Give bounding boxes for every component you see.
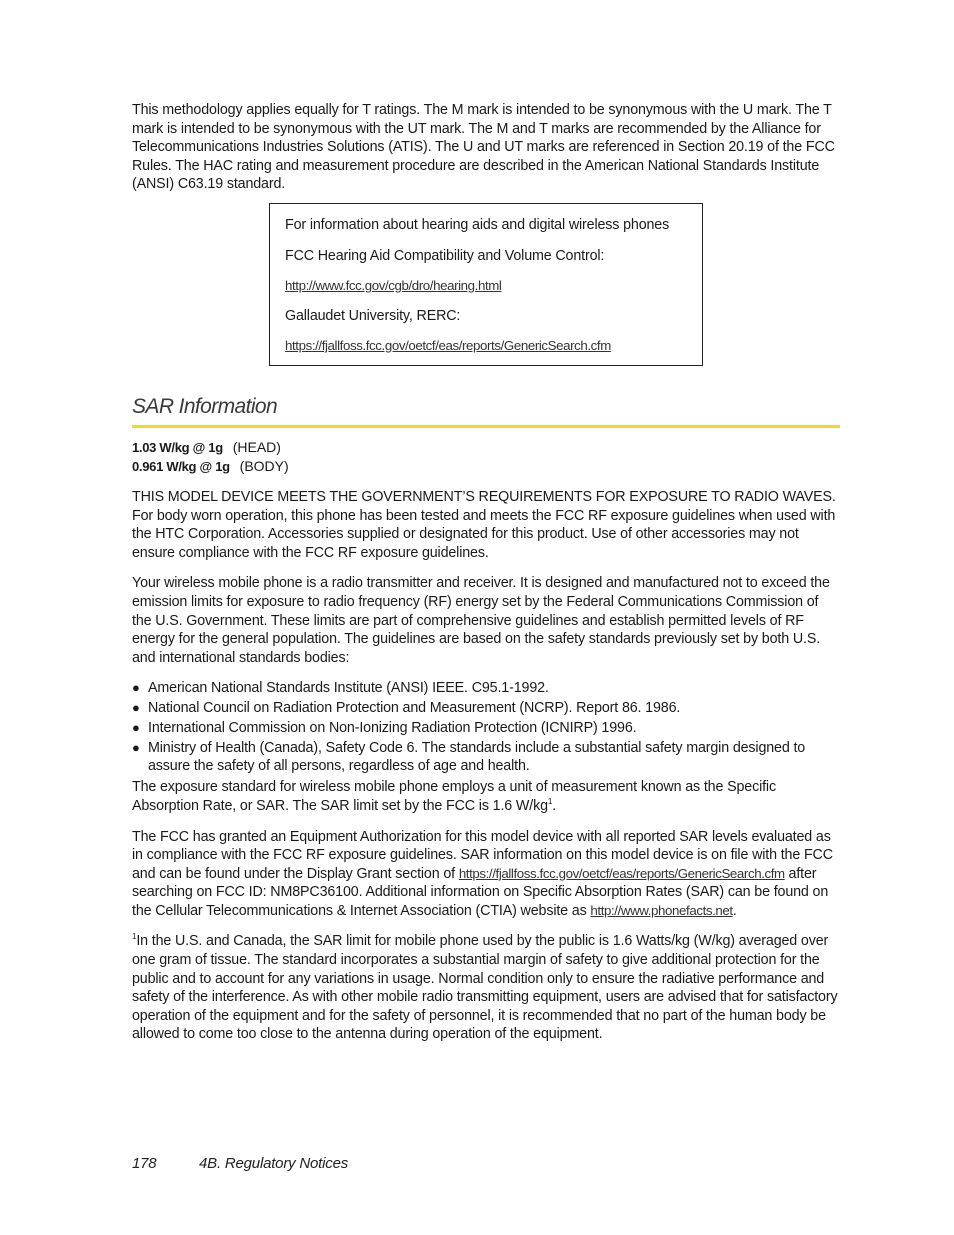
footnote-marker: 1 [132, 932, 137, 942]
list-item: ● National Council on Radiation Protection and Measurement (NCRP). Report 86. 1986. [132, 700, 681, 717]
equipment-authorization-paragraph: The FCC has granted an Equipment Authorization for this model device with all reported SAR levels evaluated as in compliance with the FCC RF exposure guidelines. SAR information on this model device is on file with the FCC and can be found under the Display Grant section of https://fjallfoss.fcc.gov/oetcf/eas/reports/GenericSearch.cfm after searching on FCC ID: NM8PC36100. Additional information on Specific Absorption Rates (SAR) can be found on the Cellular Telecommunications & Internet Association (CTIA) website as http://www.phonefacts.net. [132, 828, 833, 919]
page-content [132, 101, 840, 1044]
intro-paragraph: This methodology applies equally for T ratings. The M mark is intended to be synonymous with the U mark. The T mark is intended to be synonymous with the UT mark. The M and T marks are recommended by the Alliance for Telecommunications Industries Solutions (ATIS). The U and UT marks are referenced in Section 20.19 of the FCC Rules. The HAC rating and measurement procedure are described in the American National Standards Institute (ANSI) C63.19 standard. [132, 102, 835, 193]
section-rule [132, 425, 840, 428]
standards-list [132, 679, 840, 775]
transmitter-paragraph: Your wireless mobile phone is a radio transmitter and receiver. It is designed and manufactured not to exceed the emission limits for exposure to radio frequency (RF) energy set by the Federal Communications Commission of the U.S. Government. These limits are part of comprehensive guidelines and establish permitted levels of RF energy for the general population. The guidelines are based on the safety standards previously set by both U.S. and international standards bodies: [132, 575, 830, 666]
sar-body-value: 0.961 W/kg @ 1g [132, 458, 230, 474]
fcc-hearing-link[interactable]: http://www.fcc.gov/cgb/dro/hearing.html [285, 277, 502, 293]
fcc-hac-label: FCC Hearing Aid Compatibility and Volume Control: [285, 247, 605, 264]
bullet-icon: ● [132, 700, 140, 716]
sar-values [132, 438, 840, 476]
footnote-ref: 1 [547, 797, 553, 807]
phonefacts-link[interactable]: http://www.phonefacts.net [590, 902, 733, 918]
page-footer [132, 1155, 348, 1172]
section-title: SAR Information [132, 394, 278, 418]
list-item: ● American National Standards Institute (ANSI) IEEE. C95.1-1992. [132, 680, 549, 697]
list-item: ● Ministry of Health (Canada), Safety Code 6. The standards include a substantial safety margin designed to assure the safety of all persons, regardless of age and health. [132, 740, 806, 775]
list-item: ● International Commission on Non-Ionizing Radiation Protection (ICNIRP) 1996. [132, 720, 637, 737]
exposure-standard-paragraph: The exposure standard for wireless mobile phone employs a unit of measurement known as the Specific Absorption Rate, or SAR. The SAR limit set by the FCC is 1.6 $W/kg^1$. [132, 779, 776, 814]
sar-head-value: 1.03 W/kg @ 1g [132, 439, 223, 455]
footnote-paragraph: $^1$In the U.S. and Canada, the SAR limit for mobile phone used by the public is 1.6 Watts/kg (W/kg) averaged over one gram of tissue. The standard incorporates a substantial margin of safety to give additional protection for the public and to account for any variations in usage. Normal condition only to ensure the radiative performance and safety of the interference. As with other mobile radio transmitting equipment, users are advised that for satisfactory operation of the equipment and for the safety of personnel, it is recommended that no part of the human body be allowed to come too close to the antenna during operation of the equipment. [132, 932, 838, 1043]
sar-head-label: (HEAD) [232, 438, 281, 455]
hearing-aid-info-box [269, 203, 703, 366]
fcc-search-link[interactable]: https://fjallfoss.fcc.gov/oetcf/eas/reports/GenericSearch.cfm [458, 865, 785, 881]
bullet-icon: ● [132, 740, 140, 756]
compliance-paragraph: THIS MODEL DEVICE MEETS THE GOVERNMENT’S REQUIREMENTS FOR EXPOSURE TO RADIO WAVES. For body worn operation, this phone has been tested and meets the FCC RF exposure guidelines when used with the HTC Corporation. Accessories supplied or designated for this product. Use of other accessories may not ensure compliance with the FCC RF exposure guidelines. [132, 488, 836, 561]
sar-body-row [132, 457, 840, 476]
info-box-heading: For information about hearing aids and digital wireless phones [285, 216, 670, 233]
bullet-icon: ● [132, 720, 140, 736]
page-number: 178 [132, 1155, 157, 1172]
sar-head-row [132, 438, 840, 457]
gallaudet-link[interactable]: https://fjallfoss.fcc.gov/oetcf/eas/reports/GenericSearch.cfm [285, 337, 611, 353]
footer-section: 4B. Regulatory Notices [199, 1155, 349, 1172]
gallaudet-label: Gallaudet University, RERC: [285, 307, 461, 324]
sar-body-label: (BODY) [239, 457, 289, 474]
bullet-icon: ● [132, 680, 140, 696]
